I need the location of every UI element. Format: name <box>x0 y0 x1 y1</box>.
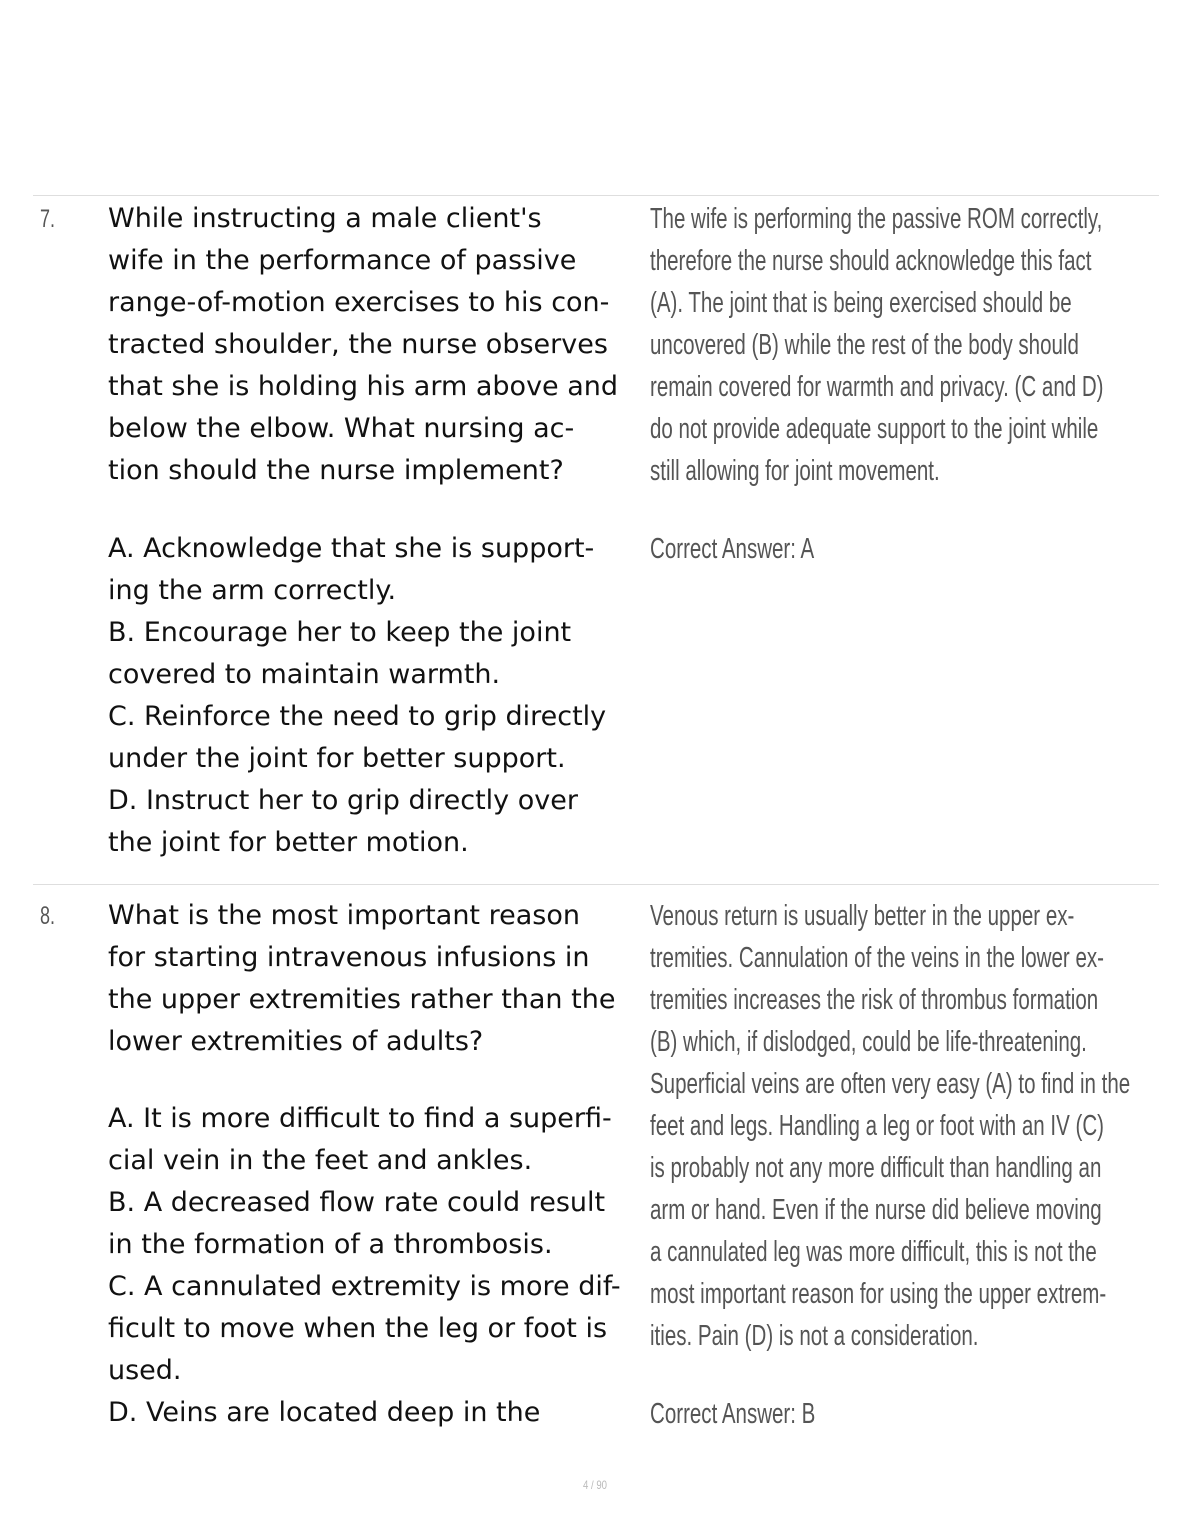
option-line: ficult to move when the leg or foot is <box>108 1313 608 1344</box>
option-line: D. Veins are located deep in the <box>108 1397 541 1428</box>
explanation-line: feet and legs. Handling a leg or foot with an IV (C) <box>650 1110 1104 1142</box>
option-line: D. Instruct her to grip directly over <box>108 785 578 816</box>
explanation-line: uncovered (B) while the rest of the body should <box>650 329 1079 361</box>
question-line: lower extremities of adults? <box>108 1026 484 1057</box>
page-indicator: 4 / 90 <box>582 1478 608 1492</box>
question-line: that she is holding his arm above and <box>108 371 619 402</box>
explanation-line: tremities increases the risk of thrombus formation <box>650 984 1099 1016</box>
explanation-line: do not provide adequate support to the joint while <box>650 413 1099 445</box>
option-line: used. <box>108 1355 182 1386</box>
explanation-line: therefore the nurse should acknowledge this fact <box>650 245 1092 277</box>
option-line: B. A decreased flow rate could result <box>108 1187 606 1218</box>
question-number: 8. <box>40 902 56 930</box>
question-line: wife in the performance of passive <box>108 245 577 276</box>
option-line: in the formation of a thrombosis. <box>108 1229 553 1260</box>
question-line: tracted shoulder, the nurse observes <box>108 329 608 360</box>
explanation-line: (B) which, if dislodged, could be life-threatening. <box>650 1026 1087 1058</box>
explanation-line: arm or hand. Even if the nurse did believe moving <box>650 1194 1102 1226</box>
option-line: cial vein in the feet and ankles. <box>108 1145 533 1176</box>
question-line: range-of-motion exercises to his con- <box>108 287 610 318</box>
item-divider <box>33 884 1159 885</box>
explanation-line: still allowing for joint movement. <box>650 455 940 487</box>
explanation-line: most important reason for using the upper extrem- <box>650 1278 1107 1310</box>
item-divider <box>33 195 1159 196</box>
question-line: What is the most important reason <box>108 900 580 931</box>
explanation-line: The wife is performing the passive ROM correctly, <box>650 203 1103 235</box>
option-line: ing the arm correctly. <box>108 575 397 606</box>
explanation-line: Venous return is usually better in the upper ex- <box>650 900 1075 932</box>
answer-options <box>108 1098 648 1434</box>
option-line: C. Reinforce the need to grip directly <box>108 701 607 732</box>
question-line: below the elbow. What nursing ac- <box>108 413 575 444</box>
question-text <box>108 198 648 492</box>
explanation-text <box>650 895 1140 1357</box>
explanation-line: a cannulated leg was more difficult, this is not the <box>650 1236 1097 1268</box>
question-line: While instructing a male client's <box>108 203 542 234</box>
explanation-line: Superficial veins are often very easy (A) to find in the <box>650 1068 1131 1100</box>
explanation-line: (A). The joint that is being exercised should be <box>650 287 1072 319</box>
question-line: the upper extremities rather than the <box>108 984 616 1015</box>
explanation-line: remain covered for warmth and privacy. (C and D) <box>650 371 1104 403</box>
explanation-line: is probably not any more difficult than handling an <box>650 1152 1102 1184</box>
question-text <box>108 895 648 1063</box>
correct-answer: Correct Answer: B <box>650 1398 816 1430</box>
explanation-text <box>650 198 1140 492</box>
explanation-line: ities. Pain (D) is not a consideration. <box>650 1320 979 1352</box>
question-number: 7. <box>40 205 56 233</box>
answer-options <box>108 528 648 864</box>
option-line: C. A cannulated extremity is more dif- <box>108 1271 621 1302</box>
option-line: A. It is more difficult to find a superfi- <box>108 1103 612 1134</box>
option-line: A. Acknowledge that she is support- <box>108 533 595 564</box>
question-line: tion should the nurse implement? <box>108 455 564 486</box>
option-line: under the joint for better support. <box>108 743 566 774</box>
explanation-line: tremities. Cannulation of the veins in the lower ex- <box>650 942 1104 974</box>
question-line: for starting intravenous infusions in <box>108 942 590 973</box>
option-line: B. Encourage her to keep the joint <box>108 617 572 648</box>
option-line: the joint for better motion. <box>108 827 469 858</box>
correct-answer: Correct Answer: A <box>650 533 815 565</box>
option-line: covered to maintain warmth. <box>108 659 501 690</box>
